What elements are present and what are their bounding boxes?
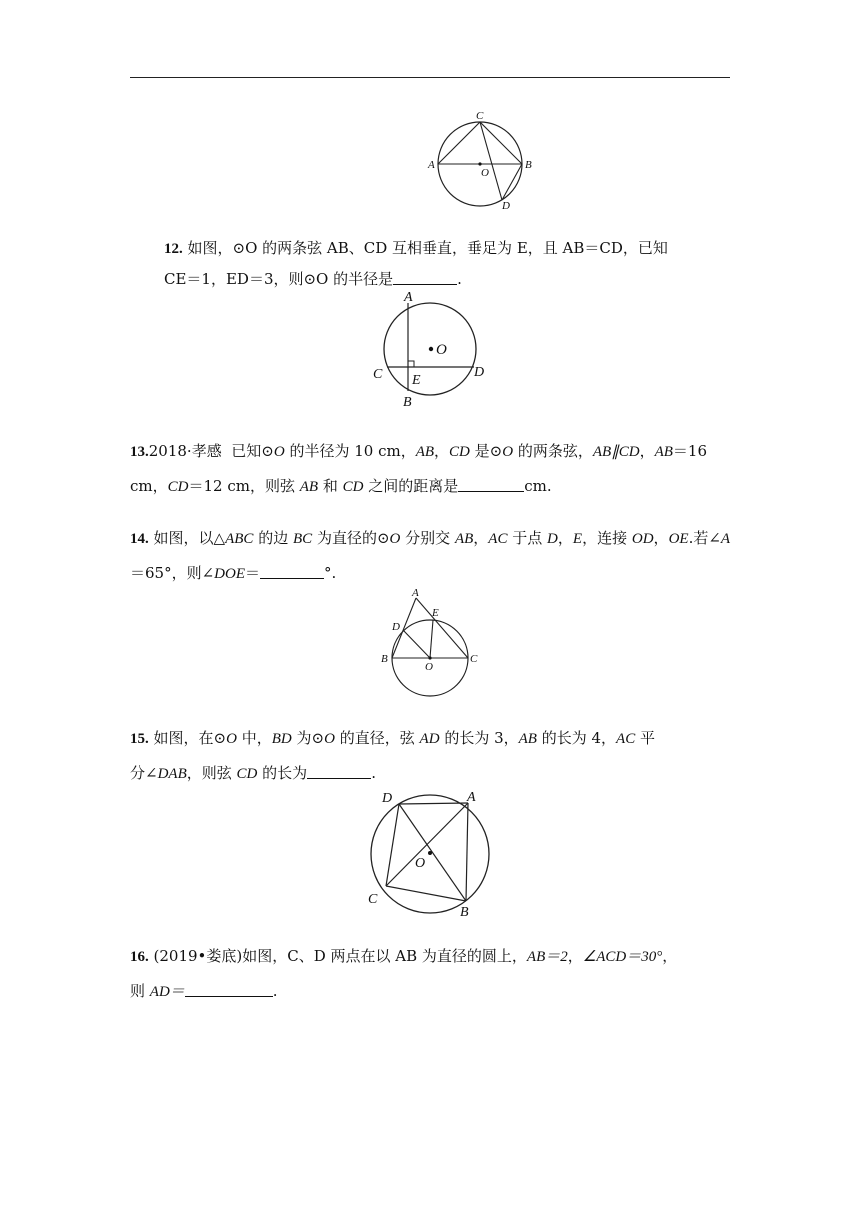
fig11-label-a: A (428, 159, 435, 171)
question-15-line2: 分∠DAB，则弦 CD 的长为 . (130, 764, 376, 782)
question-13 (130, 434, 735, 504)
figure-triangle-circle (378, 588, 493, 700)
answer-blank[interactable] (260, 564, 324, 579)
figure-perpendicular-chords-svg (370, 288, 495, 413)
fig11-label-d: D (502, 200, 510, 212)
fig15-label-o: O (415, 856, 426, 871)
question-14-text: 14. 如图，以△ABC 的边 BC 为直径的⊙O 分别交 AB，AC 于点 D，E，连接 OD，OE.若∠A＝65°，则∠DOE＝ °. (130, 529, 731, 582)
question-12 (130, 233, 735, 294)
fig15-label-c: C (368, 892, 378, 907)
answer-blank[interactable] (307, 764, 371, 779)
figure-perpendicular-chords (370, 288, 495, 413)
fig11-label-o: O (481, 167, 489, 179)
fig11-label-b: B (525, 159, 532, 171)
question-14 (130, 521, 735, 591)
question-12-line1: 12. 如图，⊙O 的两条弦 AB、CD 互相垂直，垂足为 E，且 AB＝CD，已知 (164, 239, 668, 257)
fig15-label-d: D (382, 791, 393, 806)
answer-blank[interactable] (393, 270, 457, 285)
question-number: 13. (130, 444, 149, 460)
fig14-label-a: A (412, 587, 419, 599)
question-number: 16. (130, 949, 149, 965)
question-13-text: 13.2018·孝感 已知⊙O 的半径为 10 cm，AB，CD 是⊙O 的两条弦，AB∥CD，AB＝16 cm，CD＝12 cm，则弦 AB 和 CD 之间的距离是 cm. (130, 442, 707, 495)
question-15 (130, 721, 735, 791)
figure-inscribed-quadrilateral-svg (362, 788, 497, 920)
question-number: 14. (130, 531, 149, 547)
fig14-label-e: E (432, 607, 439, 619)
fig14-label-c: C (470, 653, 478, 665)
question-16-line2: 则 AD＝ . (130, 982, 278, 1000)
question-number: 15. (130, 731, 149, 747)
fig12-label-d: D (474, 365, 485, 380)
fig12-label-o: O (436, 342, 447, 358)
figure-circle-acbd (430, 108, 540, 213)
fig12-label-a: A (404, 290, 413, 305)
answer-blank[interactable] (458, 477, 524, 492)
figure-circle-acbd-svg (430, 108, 540, 213)
fig14-label-d: D (392, 621, 400, 633)
header-rule (130, 77, 730, 78)
figure-triangle-circle-svg (378, 588, 493, 700)
figure-inscribed-quadrilateral (362, 788, 497, 920)
question-15-line1: 15. 如图，在⊙O 中，BD 为⊙O 的直径，弦 AD 的长为 3，AB 的长为 4，AC 平 (130, 729, 656, 747)
fig15-label-a: A (467, 790, 476, 805)
fig12-label-b: B (403, 395, 412, 410)
question-16 (130, 939, 735, 1009)
fig14-label-b: B (381, 653, 388, 665)
question-16-line1: 16. (2019•娄底)如图，C、D 两点在以 AB 为直径的圆上，AB＝2，∠ACD＝30°， (130, 947, 678, 965)
fig12-label-e: E (412, 373, 421, 388)
fig14-label-o: O (425, 661, 433, 673)
fig11-label-c: C (476, 110, 484, 122)
answer-blank[interactable] (185, 982, 273, 997)
question-12-line2: CE＝1，ED＝3，则⊙O 的半径是 . (164, 270, 462, 288)
question-number: 12. (164, 241, 183, 257)
fig15-label-b: B (460, 905, 469, 920)
fig12-label-c: C (373, 367, 383, 382)
